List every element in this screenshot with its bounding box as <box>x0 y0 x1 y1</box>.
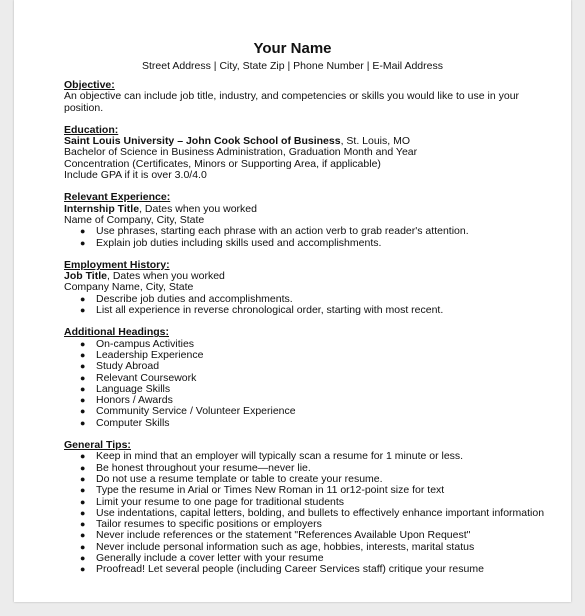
employment-section <box>64 260 534 316</box>
bullet-icon: ● <box>80 473 86 484</box>
bullet-icon: ● <box>80 361 86 372</box>
bullet-icon: ● <box>80 519 86 530</box>
list-item-text: Type the resume in Arial or Times New Roman in 11 or12-point size for text <box>96 484 445 497</box>
bullet-icon: ● <box>80 541 86 552</box>
tips-heading: General Tips: <box>64 439 131 452</box>
additional-section <box>64 327 534 429</box>
list-item-text: Do not use a resume template or table to create your resume. <box>96 472 383 485</box>
list-item <box>64 305 534 316</box>
bullet-icon: ● <box>80 305 86 316</box>
internship-company: Name of Company, City, State <box>64 213 205 226</box>
additional-bullets <box>64 339 534 429</box>
internship-dates: , Dates when you worked <box>139 202 257 215</box>
additional-heading: Additional Headings: <box>64 326 169 339</box>
list-item-text: Be honest throughout your resume—never lie. <box>96 461 311 474</box>
bullet-icon: ● <box>80 406 86 417</box>
school-name: Saint Louis University – John Cook School of Business <box>64 135 341 148</box>
list-item-text: List all experience in reverse chronological order, starting with most recent. <box>96 304 444 317</box>
objective-text: An objective can include job title, industry, and competencies or skills you would like to use in your position. <box>64 90 520 114</box>
school-location: , St. Louis, MO <box>340 135 411 148</box>
candidate-name: Your Name <box>253 40 332 57</box>
bullet-icon: ● <box>80 383 86 394</box>
objective-heading: Objective: <box>64 79 115 91</box>
bullet-icon: ● <box>80 237 86 248</box>
job-company: Company Name, City, State <box>64 281 194 294</box>
list-item-text: Proofread! Let several people (including Career Services staff) critique your resume <box>96 563 484 576</box>
gpa-line: Include GPA if it is over 3.0/4.0 <box>64 169 207 182</box>
list-item <box>64 238 534 249</box>
bullet-icon: ● <box>80 564 86 575</box>
list-item-text: Generally include a cover letter with your resume <box>96 551 324 564</box>
list-item-text: On-campus Activities <box>96 337 195 350</box>
job-dates: , Dates when you worked <box>106 270 225 283</box>
list-item-text: Honors / Awards <box>96 394 173 407</box>
bullet-icon: ● <box>80 372 86 383</box>
list-item-text: Keep in mind that an employer will typically scan a resume for 1 minute or less. <box>96 450 464 463</box>
bullet-icon: ● <box>80 530 86 541</box>
employment-bullets <box>64 294 534 317</box>
resume-page <box>14 0 571 602</box>
list-item-text: Computer Skills <box>96 416 170 429</box>
bullet-icon: ● <box>80 417 86 428</box>
experience-bullets <box>64 226 534 249</box>
concentration-line: Concentration (Certificates, Minors or Supporting Area, if applicable) <box>64 157 381 170</box>
resume-header <box>14 40 571 73</box>
list-item-text: Limit your resume to one page for traditional students <box>96 495 345 508</box>
bullet-icon: ● <box>80 451 86 462</box>
contact-line: Street Address | City, State Zip | Phone Number | E-Mail Address <box>142 60 443 72</box>
tips-bullets <box>64 450 545 576</box>
employment-heading: Employment History: <box>64 258 170 271</box>
resume-body <box>64 79 545 587</box>
experience-heading: Relevant Experience: <box>64 191 171 204</box>
internship-title: Internship Title <box>64 202 140 215</box>
bullet-icon: ● <box>80 507 86 518</box>
education-section <box>64 125 534 181</box>
list-item-text: Never include personal information such as age, hobbies, interests, marital status <box>96 540 475 553</box>
list-item-text: Never include references or the statement "References Available Upon Request" <box>96 529 471 542</box>
experience-section <box>64 192 534 248</box>
bullet-icon: ● <box>80 226 86 237</box>
tips-section <box>64 439 545 576</box>
bullet-icon: ● <box>80 552 86 563</box>
bullet-icon: ● <box>80 338 86 349</box>
bullet-icon: ● <box>80 293 86 304</box>
bullet-icon: ● <box>80 462 86 473</box>
bullet-icon: ● <box>80 485 86 496</box>
bullet-icon: ● <box>80 496 86 507</box>
objective-section <box>64 80 534 114</box>
list-item-text: Community Service / Volunteer Experience <box>96 405 296 418</box>
list-item-text: Language Skills <box>96 382 171 395</box>
education-heading: Education: <box>64 123 119 136</box>
list-item-text: Relevant Coursework <box>96 371 197 384</box>
list-item <box>64 418 534 429</box>
list-item-text: Use indentations, capital letters, bolding, and bullets to effectively enhance important information <box>96 506 545 519</box>
list-item-text: Study Abroad <box>96 360 160 373</box>
job-title: Job Title <box>64 270 107 283</box>
list-item <box>64 564 534 575</box>
degree-line: Bachelor of Science in Business Administration, Graduation Month and Year <box>64 146 418 159</box>
list-item-text: Describe job duties and accomplishments. <box>96 292 293 305</box>
list-item-text: Tailor resumes to specific positions or employers <box>96 518 322 531</box>
list-item-text: Explain job duties including skills used and accomplishments. <box>96 236 382 249</box>
list-item-text: Use phrases, starting each phrase with an action verb to grab reader's attention. <box>96 225 469 238</box>
bullet-icon: ● <box>80 349 86 360</box>
bullet-icon: ● <box>80 395 86 406</box>
list-item-text: Leadership Experience <box>96 348 204 361</box>
